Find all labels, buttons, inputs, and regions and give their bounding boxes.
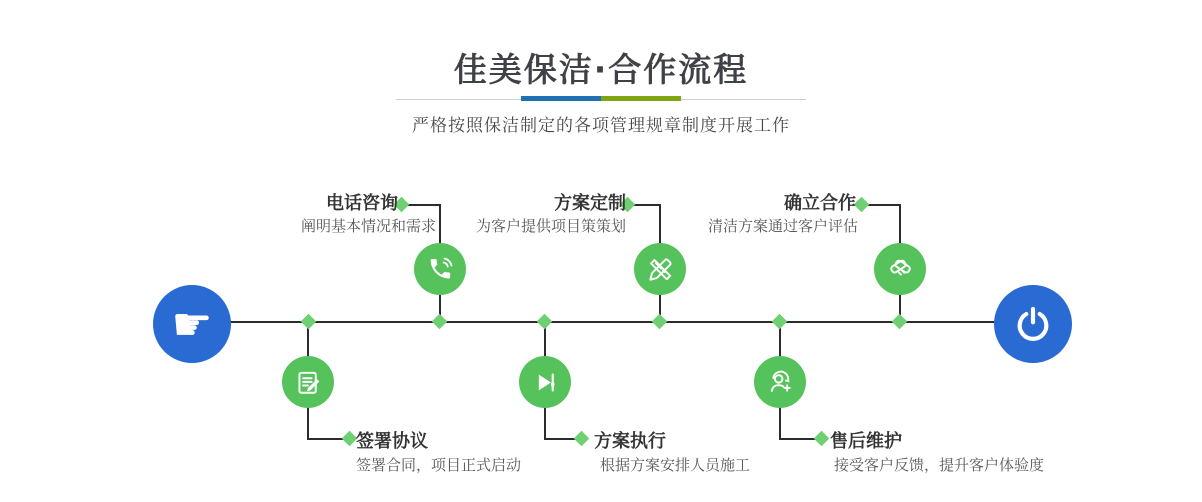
customer-service-icon bbox=[766, 368, 795, 397]
timeline-main-line bbox=[228, 321, 996, 323]
timeline-diamond bbox=[537, 314, 553, 330]
timeline-diamond bbox=[432, 314, 448, 330]
title-divider-blue-segment bbox=[521, 96, 601, 101]
step-desc: 根据方案安排人员施工 bbox=[600, 456, 751, 474]
flow-start-node bbox=[153, 285, 231, 363]
power-icon bbox=[1013, 304, 1053, 344]
hand-point-icon: ☛ bbox=[171, 297, 213, 351]
page-title: 佳美保洁·合作流程 bbox=[453, 50, 749, 89]
step-title: 售后维护 bbox=[830, 431, 902, 452]
step-node-design bbox=[634, 243, 686, 295]
step-desc: 签署合同，项目正式启动 bbox=[356, 456, 522, 474]
pencil-ruler-icon bbox=[646, 255, 675, 284]
title-divider-green-segment bbox=[601, 96, 681, 101]
step-title: 确立合作 bbox=[784, 193, 856, 214]
step-node-execute bbox=[519, 356, 571, 408]
step-node-service bbox=[754, 356, 806, 408]
label-diamond bbox=[854, 197, 870, 213]
step-node-phone bbox=[414, 243, 466, 295]
timeline-diamond bbox=[301, 314, 317, 330]
step-title: 电话咨询 bbox=[326, 193, 398, 214]
label-diamond bbox=[814, 431, 830, 447]
step-node-cooperation bbox=[874, 243, 926, 295]
flow-end-node bbox=[994, 285, 1072, 363]
page-subtitle: 严格按照保洁制定的各项管理规章制度开展工作 bbox=[412, 116, 790, 136]
contract-icon bbox=[294, 368, 323, 397]
step-desc: 阐明基本情况和需求 bbox=[300, 217, 436, 235]
timeline-diamond bbox=[652, 314, 668, 330]
step-desc: 为客户提供项目策策划 bbox=[475, 217, 626, 235]
label-diamond bbox=[574, 431, 590, 447]
handshake-icon bbox=[886, 255, 915, 284]
label-diamond bbox=[342, 431, 358, 447]
label-line-step6 bbox=[780, 438, 818, 440]
step-title: 方案执行 bbox=[594, 431, 666, 452]
step-desc: 清洁方案通过客户评估 bbox=[707, 217, 858, 235]
play-icon bbox=[531, 368, 560, 397]
step-title: 方案定制 bbox=[554, 193, 626, 214]
timeline-diamond bbox=[772, 314, 788, 330]
label-line-step4 bbox=[308, 438, 346, 440]
step-desc: 接受客户反馈，提升客户体验度 bbox=[834, 456, 1045, 474]
step-title: 签署协议 bbox=[356, 431, 428, 452]
phone-icon bbox=[426, 255, 455, 284]
step-node-contract bbox=[282, 356, 334, 408]
timeline-diamond bbox=[892, 314, 908, 330]
